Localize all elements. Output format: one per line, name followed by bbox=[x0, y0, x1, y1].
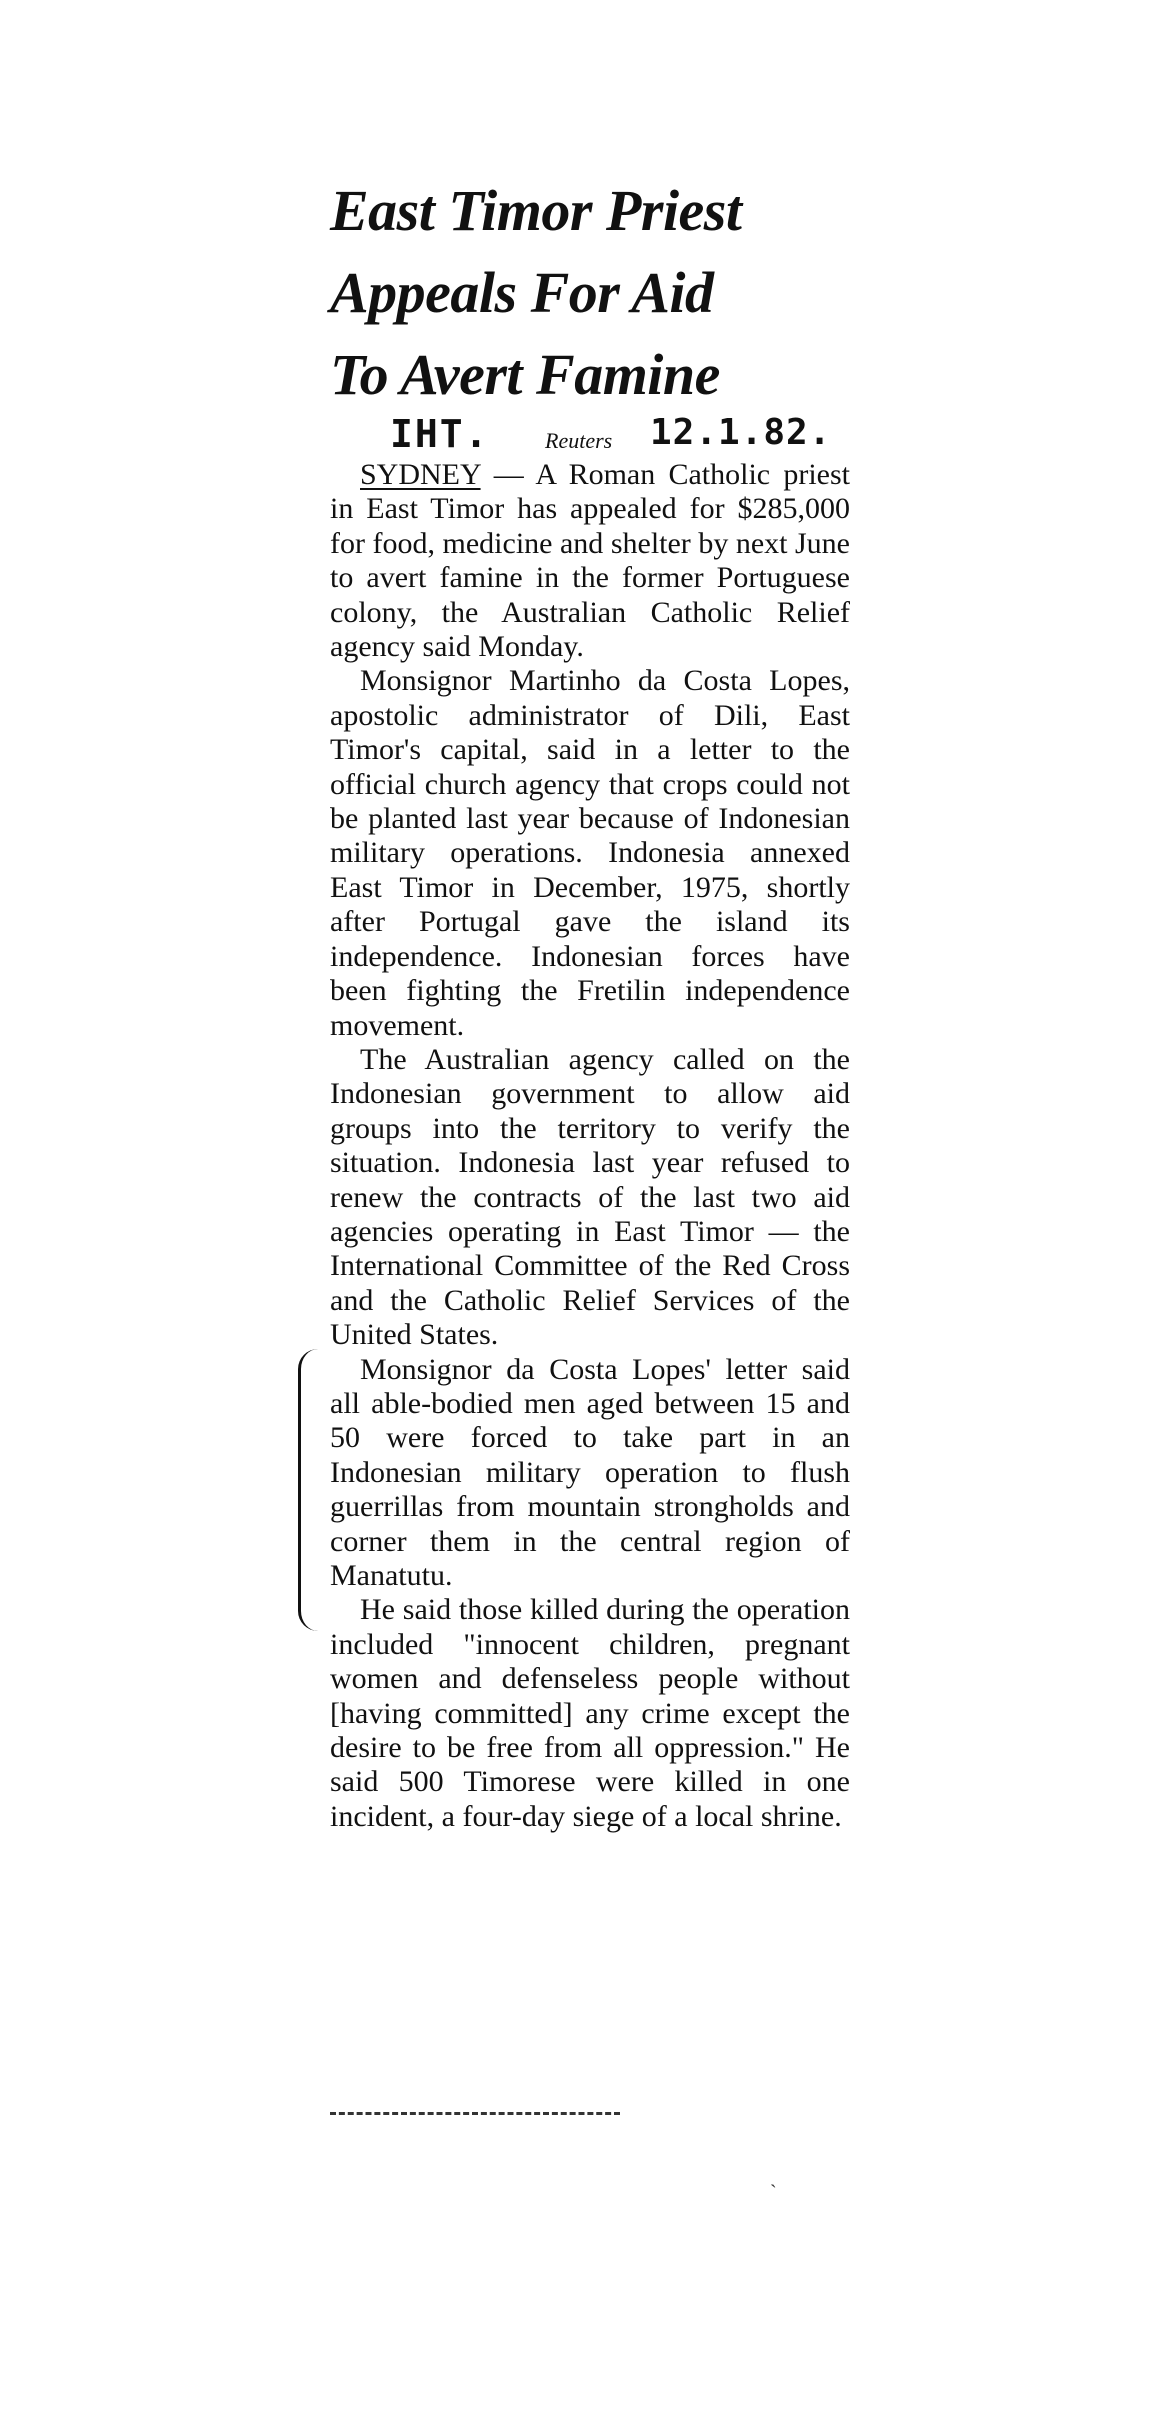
headline-line-1: East Timor Priest bbox=[330, 178, 742, 243]
stray-ink-mark: ˏ bbox=[770, 2166, 777, 2188]
handwritten-date-note: 12.1.82. bbox=[650, 412, 832, 453]
paragraph-3: The Australian agency called on the Indonesian government to allow aid groups into the territory to verify the situation. Indonesia last year refused to renew the contracts of the last two aid agencies operating in East Timor — the International Committee of the Red Cross and the Catholic Relief Services of the United States. bbox=[330, 1042, 850, 1352]
source-line bbox=[330, 412, 850, 458]
paragraph-1-text: — A Roman Catholic priest in East Timor has appealed for $285,000 for food, medicine and shelter by next June to avert famine in the former Portuguese colony, the Australian Catholic Relief agency said Monday. bbox=[330, 458, 850, 664]
newspaper-clipping bbox=[330, 170, 850, 1834]
dateline: SYDNEY bbox=[360, 458, 481, 491]
byline: Reuters bbox=[545, 428, 613, 453]
handwritten-publication-note: IHT. bbox=[390, 412, 490, 456]
paragraph-2: Monsignor Martinho da Costa Lopes, apostolic administrator of Dili, East Timor's capital, said in a letter to the official church agency that crops could not be planted last year because of Indonesian military operations. Indonesia annexed East Timor in December, 1975, shortly after Portugal gave the island its independence. Indonesian forces have been fighting the Fretilin independence movement. bbox=[330, 664, 850, 1042]
paragraph-4: Monsignor da Costa Lopes' letter said all able-bodied men aged between 15 and 50 were forced to take part in an Indonesian military operation to flush guerrillas from mountain strongholds and corner them in the central region of Manatutu. bbox=[330, 1352, 850, 1592]
headline bbox=[330, 170, 850, 416]
paragraph-5: He said those killed during the operation included "innocent children, pregnant women and defenseless people without [having committed] any crime except the desire to be free from all oppression." He said 500 Timorese were killed in one incident, a four-day siege of a local shrine. bbox=[330, 1593, 850, 1833]
headline-line-2: Appeals For Aid bbox=[330, 260, 714, 325]
article-body bbox=[330, 458, 850, 1834]
headline-line-3: To Avert Famine bbox=[330, 342, 720, 407]
end-rule bbox=[330, 2112, 620, 2115]
bracketed-passage bbox=[330, 1353, 850, 1594]
handwritten-bracket-mark bbox=[298, 1349, 325, 1631]
paragraph-1 bbox=[330, 458, 850, 664]
